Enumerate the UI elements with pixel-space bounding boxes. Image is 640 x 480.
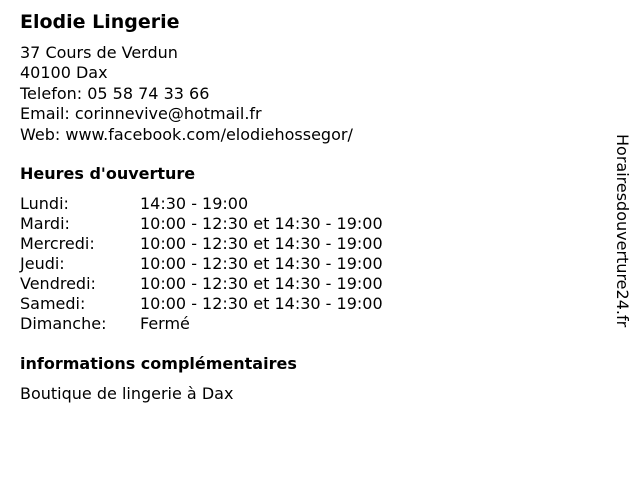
side-watermark [612, 134, 632, 370]
additional-info-heading: informations complémentaires [20, 354, 297, 373]
hours-value: 10:00 - 12:30 et 14:30 - 19:00 [140, 214, 383, 233]
email-text: Email: corinnevive@hotmail.fr [20, 104, 262, 124]
business-description: Boutique de lingerie à Dax [20, 384, 234, 403]
hours-value: 10:00 - 12:30 et 14:30 - 19:00 [140, 294, 383, 313]
day-label: Mardi: [20, 214, 70, 233]
opening-hours-heading: Heures d'ouverture [20, 164, 196, 183]
watermark-text: Horairesdouverture24.fr [613, 134, 632, 328]
day-label: Lundi: [20, 194, 69, 213]
phone-text: Telefon: 05 58 74 33 66 [20, 83, 210, 103]
day-label: Dimanche: [20, 314, 107, 333]
day-label: Mercredi: [20, 234, 95, 253]
day-label: Jeudi: [20, 254, 65, 273]
hours-value: 10:00 - 12:30 et 14:30 - 19:00 [140, 234, 383, 253]
day-label: Samedi: [20, 294, 86, 313]
contact-block [20, 43, 353, 145]
hours-value: Fermé [140, 314, 190, 333]
address-city: 40100 Dax [20, 63, 108, 83]
hours-value: 14:30 - 19:00 [140, 194, 249, 213]
website-text: Web: www.facebook.com/elodiehossegor/ [20, 124, 353, 144]
day-label: Vendredi: [20, 274, 96, 293]
hours-value: 10:00 - 12:30 et 14:30 - 19:00 [140, 274, 383, 293]
address-street: 37 Cours de Verdun [20, 43, 178, 62]
hours-value: 10:00 - 12:30 et 14:30 - 19:00 [140, 254, 383, 273]
business-name: Elodie Lingerie [20, 11, 180, 33]
